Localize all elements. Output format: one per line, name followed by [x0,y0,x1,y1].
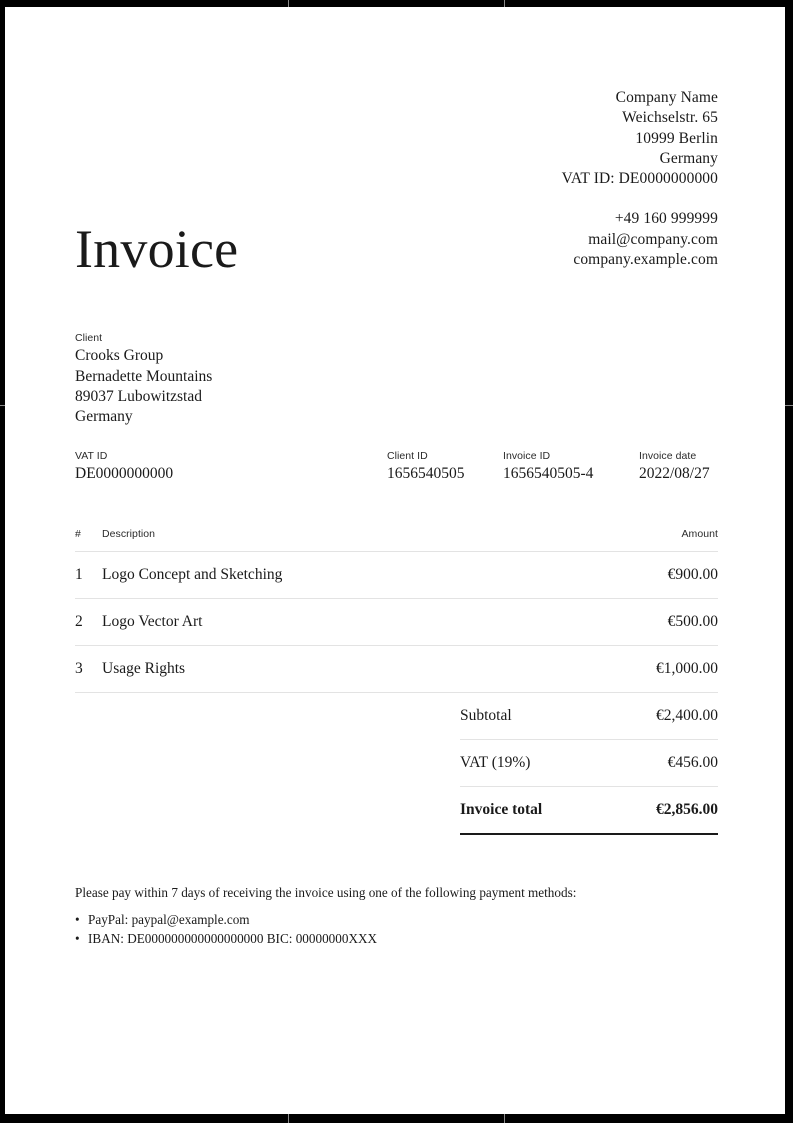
header-description: Description [102,528,156,541]
vat-value: €456.00 [667,754,718,772]
page-frame-left [0,0,5,1123]
invoice-page [5,7,785,1114]
line-items-header [75,527,718,552]
payment-terms [75,884,718,948]
issuer-country: Germany [659,149,718,167]
page-frame-top [0,0,793,7]
issuer-street: Weichselstr. 65 [622,109,718,127]
header-amount: Amount [681,528,718,541]
table-row [75,646,718,693]
list-item: • IBAN: DE000000000000000000 BIC: 00000000XXX [75,930,718,949]
page-title: Invoice [75,219,239,280]
subtotal-value: €2,400.00 [656,707,718,725]
client-country: Germany [75,407,133,425]
invoice-content [75,88,718,948]
row-amount: €500.00 [667,613,718,631]
issuer-vat-id: VAT ID: DE0000000000 [561,170,718,188]
invoice-total-value: €2,856.00 [656,801,718,819]
page-frame-bottom [0,1114,793,1123]
meta-vat-id-value: DE0000000000 [75,465,174,483]
list-item: • PayPal: paypal@example.com [75,911,718,930]
totals-row-subtotal [460,693,718,740]
page-frame-right [785,0,793,1123]
page-tick-top-right [504,0,505,7]
row-description: Logo Concept and Sketching [102,566,283,584]
invoice-total-label: Invoice total [460,801,543,819]
payment-methods-list [75,911,718,948]
row-amount: €1,000.00 [656,660,718,678]
client-address [75,346,718,427]
client-contact: Bernadette Mountains [75,367,213,385]
client-company: Crooks Group [75,347,164,365]
page-tick-bottom-right [504,1114,505,1123]
totals-row-grand-total [460,787,718,835]
meta-client-id-value: 1656540505 [387,465,465,483]
client-label: Client [75,332,103,345]
page-tick-bottom-left [288,1114,289,1123]
totals-table [460,693,718,835]
table-row [75,552,718,599]
row-description: Logo Vector Art [102,613,203,631]
subtotal-label: Subtotal [460,707,512,725]
client-block [75,331,718,427]
meta-client-id [387,449,503,484]
issuer-website: company.example.com [573,251,718,269]
page-tick-right-mid [785,405,793,406]
issuer-address-group [75,88,718,189]
page-tick-top-left [288,0,289,7]
table-row [75,599,718,646]
meta-client-id-label: Client ID [387,450,428,463]
header-number: # [75,528,81,541]
row-number: 3 [75,660,83,678]
row-description: Usage Rights [102,660,186,678]
row-number: 2 [75,613,83,631]
issuer-phone: +49 160 999999 [614,210,718,228]
totals-row-vat [460,740,718,787]
meta-invoice-id-value: 1656540505-4 [503,465,594,483]
meta-vat-id-label: VAT ID [75,450,108,463]
payment-terms-lead: Please pay within 7 days of receiving the invoice using one of the following payment methods: [75,885,577,901]
invoice-meta-row [75,449,718,484]
meta-invoice-date [639,449,710,484]
issuer-name: Company Name [615,89,718,106]
meta-invoice-date-value: 2022/08/27 [639,465,710,483]
meta-invoice-id-label: Invoice ID [503,450,551,463]
meta-vat-id [75,449,387,484]
meta-invoice-date-label: Invoice date [639,450,697,463]
row-number: 1 [75,566,83,584]
meta-invoice-id [503,449,639,484]
page-tick-left-mid [0,405,5,406]
row-amount: €900.00 [667,566,718,584]
client-city: 89037 Lubowitzstad [75,387,202,405]
issuer-email: mail@company.com [588,230,718,248]
issuer-city: 10999 Berlin [635,129,718,147]
line-items-table [75,527,718,693]
vat-label: VAT (19%) [460,754,531,772]
